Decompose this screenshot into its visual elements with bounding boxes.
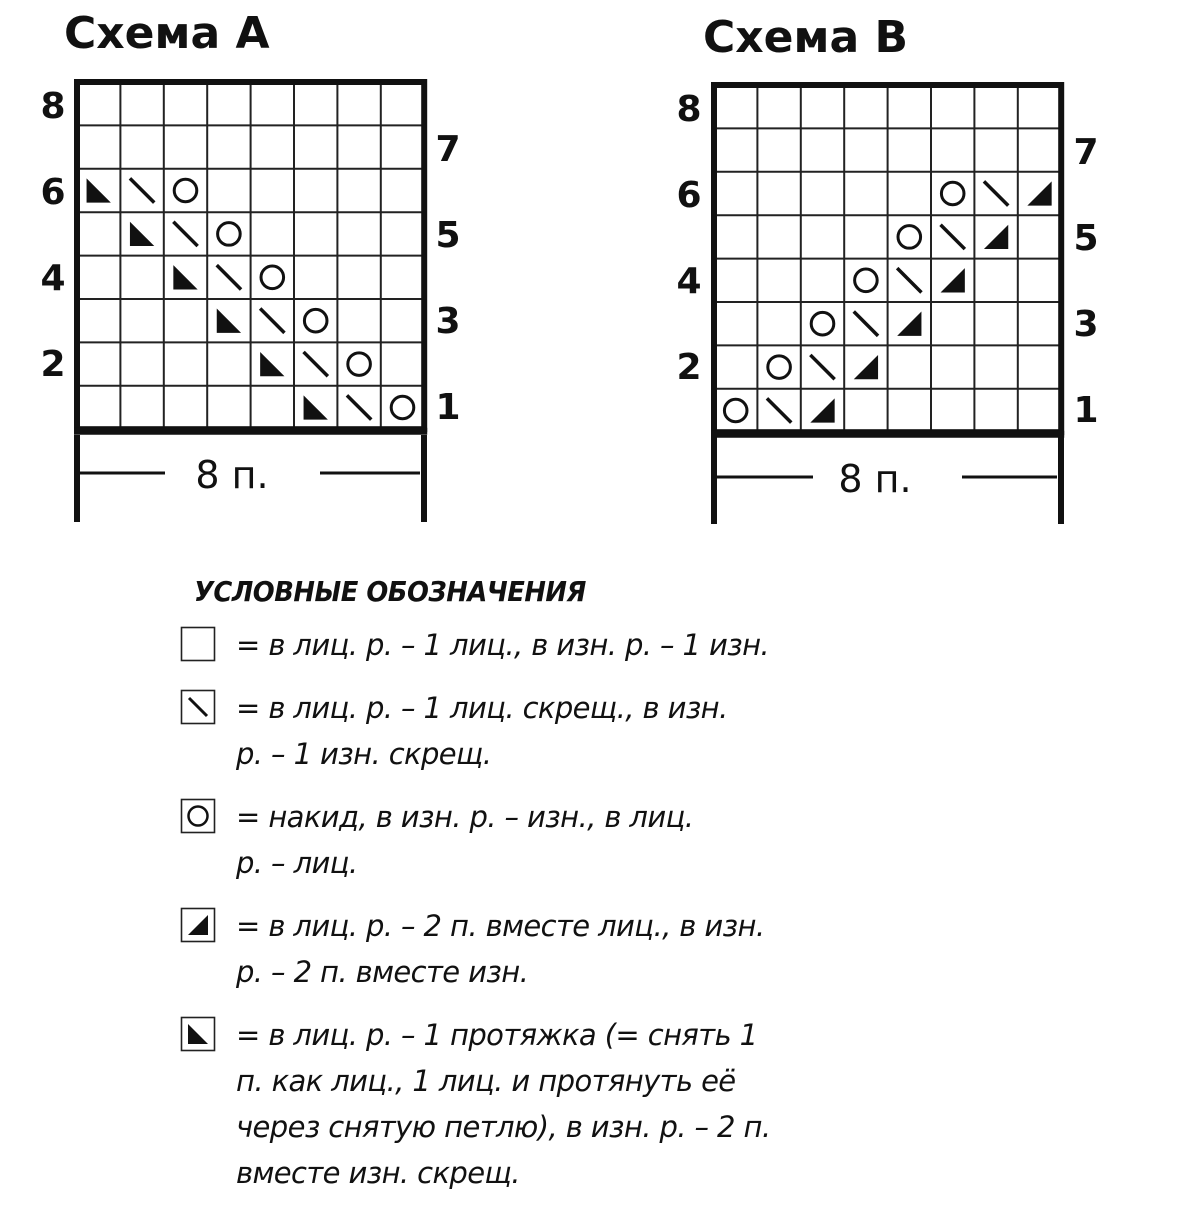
diagonal-line-icon [941, 225, 965, 249]
circle-icon [391, 396, 414, 419]
chart-b-grid [711, 85, 1064, 434]
circle-icon [218, 223, 241, 246]
row-number-8: 8 [676, 89, 702, 130]
empty-cell-icon [180, 626, 216, 662]
triangle-left-icon [217, 309, 241, 333]
triangle-left-icon [130, 222, 154, 246]
row-number-1: 1 [435, 387, 461, 428]
legend-item-k2tog [180, 903, 880, 995]
diagonal-line-icon [260, 309, 284, 333]
circle-icon [304, 309, 327, 332]
legend-item-knit [180, 622, 880, 668]
diagonal-line-icon [984, 181, 1008, 205]
legend-line: р. – 2 п. вместе изн. [236, 955, 529, 989]
triangle-right-icon [180, 907, 216, 943]
triangle-right-icon [1027, 181, 1051, 205]
row-number-3: 3 [1073, 304, 1099, 345]
triangle-left-icon [180, 1016, 216, 1052]
row-number-4: 4 [40, 258, 66, 299]
circle-icon [768, 356, 791, 379]
legend-line: вместе изн. скрещ. [236, 1156, 520, 1190]
triangle-left-icon [87, 178, 111, 202]
chart-b [676, 85, 1098, 524]
diagonal-line-icon [304, 352, 328, 376]
legend-line: = в лиц. р. – 1 лиц., в изн. р. – 1 изн. [236, 628, 770, 662]
circle-icon [811, 312, 834, 335]
circle-icon [174, 179, 197, 202]
legend-line: п. как лиц., 1 лиц. и протянуть её [236, 1064, 736, 1098]
diagonal-line-icon [810, 355, 834, 379]
legend-line: р. – 1 изн. скрещ. [236, 737, 492, 771]
circle-icon [724, 399, 747, 422]
circle-icon [941, 182, 964, 205]
row-number-5: 5 [435, 215, 461, 256]
circle-icon [348, 353, 371, 376]
diagonal-line-icon [217, 265, 241, 289]
legend-line: = накид, в изн. р. – изн., в лиц. [236, 800, 694, 834]
chart-a [40, 82, 460, 522]
circle-icon [261, 266, 284, 289]
diagonal-line-icon [854, 312, 878, 336]
chart-b-title: Схема В [703, 12, 909, 63]
legend-line: через снятую петлю), в изн. р. – 2 п. [236, 1110, 771, 1144]
triangle-right-icon [810, 398, 834, 422]
legend [180, 575, 880, 1213]
legend-line: = в лиц. р. – 1 лиц. скрещ., в изн. [236, 691, 728, 725]
legend-line: = в лиц. р. – 1 протяжка (= снять 1 [236, 1018, 758, 1052]
row-number-7: 7 [1073, 132, 1099, 173]
legend-text [236, 622, 769, 668]
chart-b-width-indicator [714, 437, 1061, 524]
triangle-right-icon [854, 355, 878, 379]
diagonal-line-icon [347, 395, 371, 419]
circle-icon [180, 798, 216, 834]
row-number-4: 4 [676, 261, 702, 302]
row-number-1: 1 [1073, 390, 1099, 431]
legend-text [236, 794, 693, 886]
triangle-left-icon [260, 352, 284, 376]
legend-line: = в лиц. р. – 2 п. вместе лиц., в изн. [236, 909, 765, 943]
triangle-left-icon [304, 395, 328, 419]
chart-a-grid [74, 82, 427, 431]
legend-text [236, 903, 764, 995]
triangle-right-icon [897, 312, 921, 336]
diagonal-line-icon [130, 178, 154, 202]
legend-line: р. – лиц. [236, 846, 358, 880]
triangle-right-icon [984, 225, 1008, 249]
chart-b-width-label: 8 п. [838, 457, 912, 501]
row-number-3: 3 [435, 301, 461, 342]
chart-a-width-indicator [77, 435, 424, 522]
row-number-2: 2 [40, 344, 66, 385]
row-number-7: 7 [435, 129, 461, 170]
diagonal-line-icon [173, 222, 197, 246]
row-number-5: 5 [1073, 218, 1099, 259]
circle-icon [898, 226, 921, 249]
legend-item-yarn-over [180, 794, 880, 886]
legend-text [236, 1012, 770, 1196]
chart-a-title: Схема А [64, 8, 270, 59]
triangle-right-icon [941, 268, 965, 292]
charts-canvas [0, 0, 1193, 560]
legend-item-skp [180, 1012, 880, 1196]
legend-heading: УСЛОВНЫЕ ОБОЗНАЧЕНИЯ [194, 575, 586, 608]
row-number-2: 2 [676, 347, 702, 388]
triangle-left-icon [173, 265, 197, 289]
chart-a-width-label: 8 п. [195, 453, 269, 497]
row-number-6: 6 [676, 175, 702, 216]
legend-item-twisted [180, 685, 880, 777]
legend-text [236, 685, 728, 777]
diagonal-line-icon [767, 398, 791, 422]
row-number-6: 6 [40, 172, 66, 213]
diagonal-line-icon [897, 268, 921, 292]
circle-icon [855, 269, 878, 292]
row-number-8: 8 [40, 86, 66, 127]
diagonal-line-icon [180, 689, 216, 725]
